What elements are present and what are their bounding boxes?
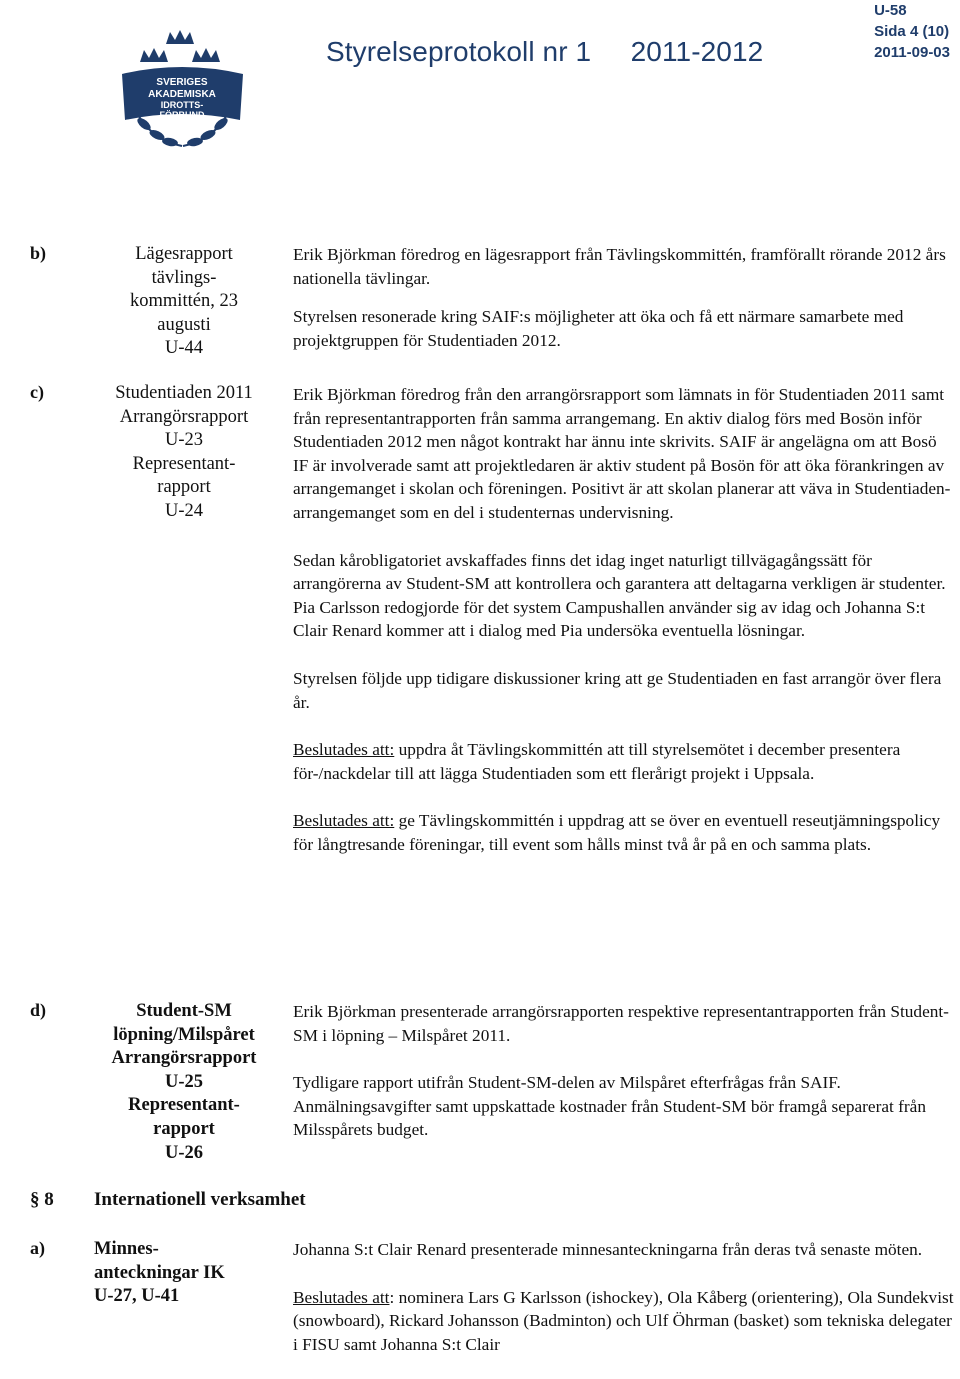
paragraph: Erik Björkman föredrog en lägesrapport från Tävlingskommittén, framförallt rörande 2012 års nationella tävlingar. [293, 245, 946, 288]
item-b-heading [94, 243, 274, 361]
heading-line: U-26 [164, 1142, 204, 1163]
heading-line: rapport [157, 477, 211, 498]
decision-label: Beslutades att: [293, 740, 395, 760]
decision-text: uppdra åt Tävlingskommittén att till styrelsemötet i december presentera för-/nackdelar till att lägga Studentiaden som ett flerårigt projekt i Uppsala. [293, 740, 901, 783]
heading-line: Student-SM [136, 1001, 232, 1021]
document-title: Styrelseprotokoll nr 1 2011-2012 [326, 36, 764, 67]
heading-line: U-25 [164, 1071, 204, 1092]
heading-line: tävlings- [151, 267, 217, 288]
section-title: Internationell verksamhet [94, 1189, 306, 1210]
heading-line: Lägesrapport [135, 244, 233, 264]
heading-line: U-24 [164, 500, 204, 521]
heading-line: anteckningar IK [94, 1262, 225, 1283]
item-8a-body [293, 1238, 955, 1356]
section-number: § 8 [30, 1189, 54, 1210]
svg-text:FÖRBUND: FÖRBUND [159, 110, 205, 120]
heading-line: Representant- [132, 453, 236, 474]
item-b-label: b) [30, 243, 47, 263]
item-d-body [293, 1000, 955, 1142]
decision-paragraph [293, 809, 955, 856]
heading-line: Arrangörsrapport [119, 406, 249, 427]
paragraph: Tydligare rapport utifrån Student-SM-delen av Milspåret efterfrågas från SAIF. Anmälningsavgifter samt uppskattade kostnader från Student-SM bör framgå separerat från Milsspårets budget. [293, 1073, 926, 1140]
heading-line: kommittén, 23 [130, 291, 238, 312]
item-c-heading [94, 382, 274, 524]
heading-line: löpning/Milspåret [113, 1024, 255, 1045]
paragraph: Erik Björkman föredrog från den arrangörsrapport som lämnats in för Studentiaden 2011 samt från representantrapporten från samma arrangemang. En aktiv dialog förs med Bosön inför Studentiaden 2012 men något kontrakt har ännu inte skrivits. SAIF är angelägna om att Bosö IF är involverade samt att projektledaren är aktiv student på Bosön för att öka förankringen av arrangemanget i skolan och föreningen. Positivt är att skolan planerar att väva in Studentiaden-arrangemanget som en del i studenternas undervisning. [293, 385, 951, 522]
item-c-body [293, 383, 955, 857]
heading-line: augusti [157, 314, 211, 335]
item-d-label: d) [30, 1000, 47, 1020]
saif-logo [110, 22, 255, 154]
paragraph: Sedan kårobligatoriet avskaffades finns det idag inget naturligt tillvägagångssätt för arrangörerna av Student-SM att kontrollera och garantera att deltagarna verkligen är studenter. Pia Carlsson redogjorde för det system Campushallen använder sig av idag och Johanna S:t Clair Renard kommer att i dialog med Pia undersöka eventuella lösningar. [293, 550, 946, 641]
decision-label: Beslutades att [293, 1287, 390, 1307]
heading-line: Arrangörsrapport [111, 1048, 257, 1069]
page-number: Sida 4 (10) [874, 23, 950, 40]
heading-line: Studentiaden 2011 [115, 383, 253, 403]
heading-line: U-23 [164, 430, 204, 451]
heading-line: rapport [153, 1118, 215, 1139]
item-d-heading [94, 1000, 274, 1165]
svg-text:AKADEMISKA: AKADEMISKA [148, 89, 216, 100]
decision-paragraph [293, 738, 955, 785]
heading-line: Minnes- [94, 1239, 159, 1259]
heading-line: Representant- [128, 1095, 240, 1116]
item-8a-heading [94, 1238, 274, 1309]
decision-label: Beslutades att: [293, 811, 395, 831]
document-code: U-58 [874, 2, 907, 19]
document-meta [874, 0, 950, 63]
paragraph: Johanna S:t Clair Renard presenterade minnesanteckningarna från deras två senaste möten. [293, 1240, 923, 1259]
item-8a-label: a) [30, 1238, 45, 1258]
paragraph: Styrelsen resonerade kring SAIF:s möjligheter att öka och få ett närmare samarbete med projektgruppen för Studentiaden 2012. [293, 307, 904, 350]
item-c-label: c) [30, 382, 44, 402]
item-b-body [293, 243, 955, 352]
decision-text: ge Tävlingskommittén i uppdrag att se över en eventuell reseutjämningspolicy för långtresande föreningar, till event som hålls minst två år på en och samma plats. [293, 811, 941, 854]
paragraph: Erik Björkman presenterade arrangörsrapporten respektive representantrapporten från Student-SM i löpning – Milspåret 2011. [293, 1002, 949, 1045]
svg-text:SVERIGES: SVERIGES [156, 77, 208, 88]
heading-line: U-44 [164, 338, 204, 359]
decision-text: : nominera Lars G Karlsson (ishockey), Ola Kåberg (orientering), Ola Sundekvist (snowboard), Rickard Johansson (Badminton) och Ulf Öhrman (basket) som tekniska delegater i FISU samt Johanna S:t Clair [293, 1287, 954, 1354]
document-date: 2011-09-03 [874, 44, 950, 61]
decision-paragraph [293, 1286, 955, 1357]
paragraph: Styrelsen följde upp tidigare diskussioner kring att ge Studentiaden en fast arrangör över flera år. [293, 668, 942, 712]
svg-text:IDROTTS-: IDROTTS- [160, 100, 204, 110]
heading-line: U-27, U-41 [94, 1286, 180, 1307]
